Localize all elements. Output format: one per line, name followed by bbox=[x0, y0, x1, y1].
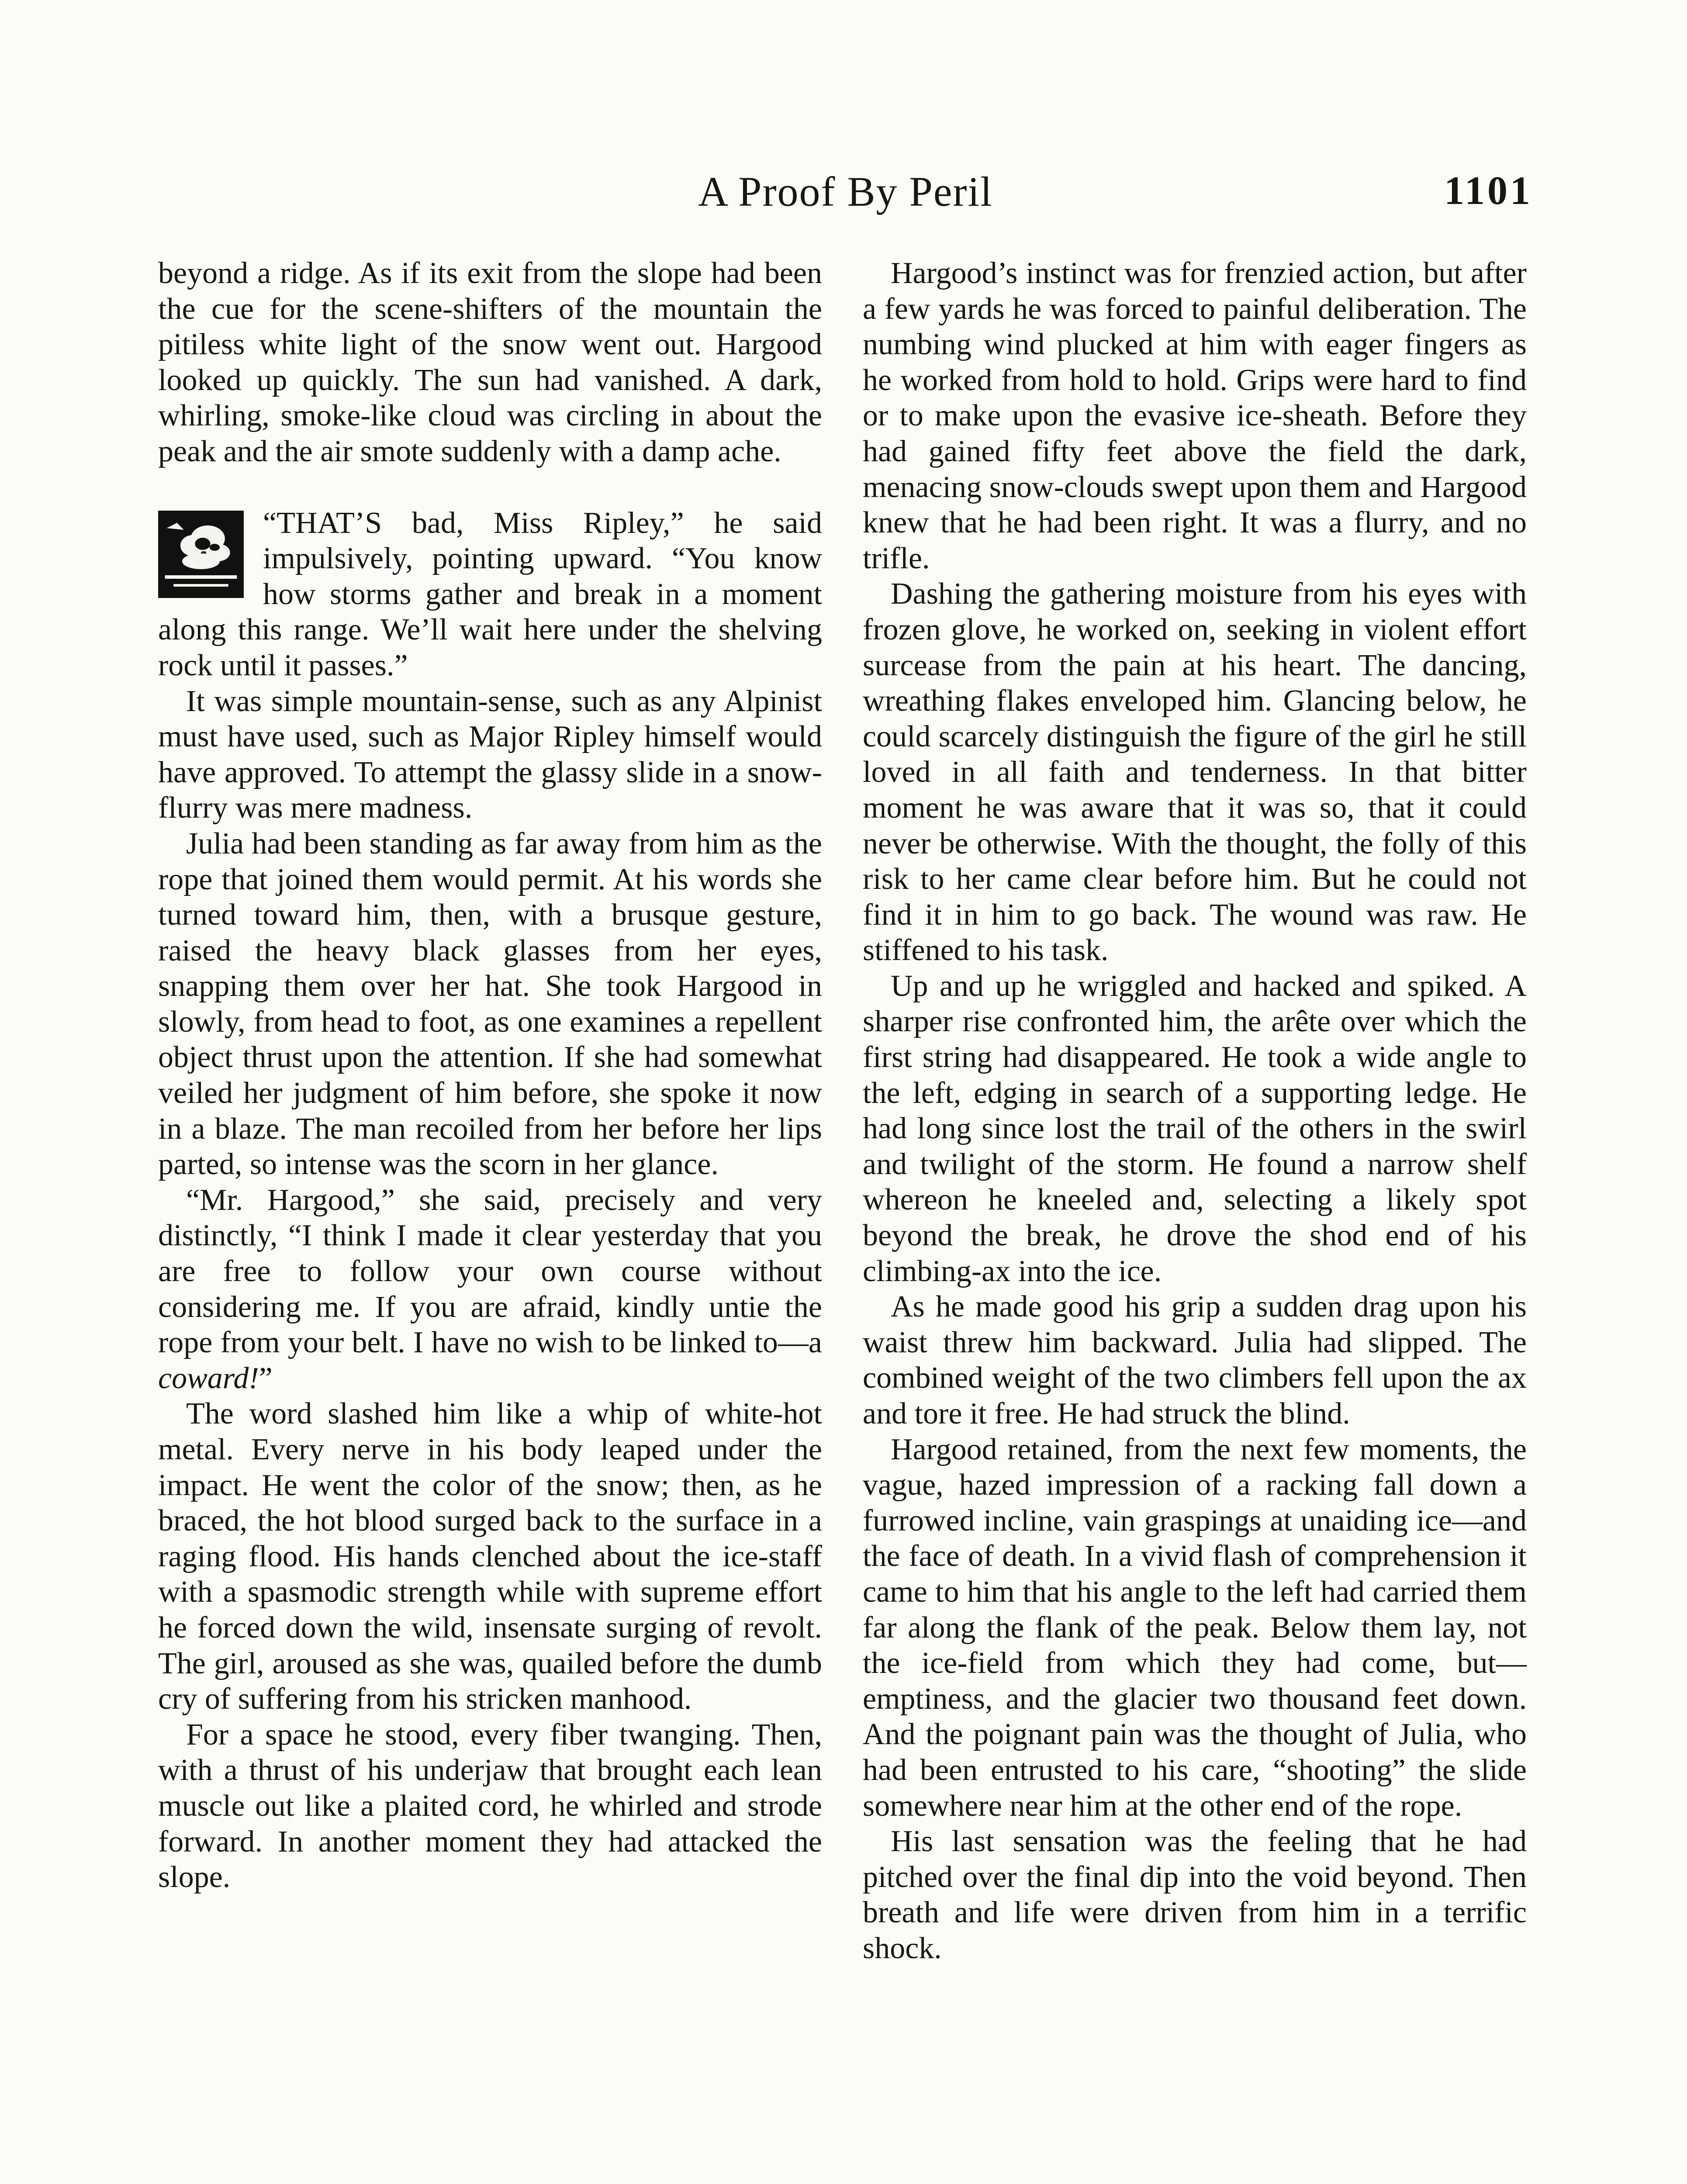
decorative-dropcap-ornament-icon bbox=[158, 511, 244, 598]
paragraph: It was simple mountain-sense, such as any Alpinist must have used, such as Major Ripley himself would have approved. To attempt the glassy slide in a snow-flurry was mere madness. bbox=[158, 684, 822, 825]
paragraph: Hargood’s instinct was for frenzied action, but after a few yards he was forced to painful deliberation. The numbing wind plucked at him with eager fingers as he worked from hold to hold. Grips were hard to find or to make upon the evasive ice-sheath. Before they had gained fifty feet above the field the dark, menacing snow-clouds swept upon them and Hargood knew that he had been right. It was a flurry, and no trifle. bbox=[863, 256, 1527, 575]
closing-quote: ” bbox=[259, 1361, 273, 1395]
paragraph: For a space he stood, every fiber twanging. Then, with a thrust of his underjaw that brought each lean muscle out like a plaited cord, he whirled and strode forward. In another moment they had attacked the slope. bbox=[158, 1717, 822, 1894]
page-header bbox=[158, 167, 1533, 220]
page-number: 1101 bbox=[1444, 168, 1533, 213]
paragraph: Julia had been standing as far away from him as the rope that joined them would permit. At his words she turned toward him, then, with a brusque gesture, raised the heavy black glasses from her eyes, snapping them over her hat. She took Hargood in slowly, from head to foot, as one examines a repellent object thrust upon the attention. If she had somewhat veiled her judgment of him before, she spoke it now in a blaze. The man recoiled from her before her lips parted, so intense was the scorn in her glance. bbox=[158, 826, 822, 1182]
paragraph bbox=[158, 1182, 822, 1396]
paragraph: Up and up he wriggled and hacked and spiked. A sharper rise confronted him, the arête over which the first string had disappeared. He took a wide angle to the left, edging in search of a supporting ledge. He had long since lost the trail of the others in the swirl and twilight of the storm. He found a narrow shelf whereon he kneeled and, selecting a likely spot beyond the break, he drove the shod end of his climbing-ax into the ice. bbox=[863, 969, 1527, 1288]
paragraph-text: “Mr. Hargood,” she said, precisely and very distinctly, “I think I made it clear yesterday that you are free to follow your own course without considering me. If you are afraid, kindly untie the rope from your belt. I have no wish to be linked to—a bbox=[158, 1183, 822, 1360]
paragraph: Dashing the gathering moisture from his eyes with frozen glove, he worked on, seeking in violent effort surcease from the pain at his heart. The dancing, wreathing flakes enveloped him. Glancing below, he could scarcely distinguish the figure of the girl he still loved in all faith and tenderness. In that bitter moment he was aware that it was so, that it could never be otherwise. With the thought, the folly of this risk to her came clear before him. But he could not find it in him to go back. The wound was raw. He stiffened to his task. bbox=[863, 577, 1527, 968]
left-column bbox=[158, 256, 822, 1895]
running-title: A Proof By Peril bbox=[698, 168, 993, 215]
paragraph: As he made good his grip a sudden drag upon his waist threw him backward. Julia had slipped. The combined weight of the two climbers fell upon the ax and tore it free. He had struck the blind. bbox=[863, 1290, 1527, 1431]
paragraph: beyond a ridge. As if its exit from the slope had been the cue for the scene-shifters of the mountain the pitiless white light of the snow went out. Hargood looked up quickly. The sun had vanished. A dark, whirling, smoke-like cloud was circling in about the peak and the air smote suddenly with a damp ache. bbox=[158, 256, 822, 468]
paragraph: Hargood retained, from the next few moments, the vague, hazed impression of a racking fall down a furrowed incline, vain graspings at unaiding ice—and the face of death. In a vivid flash of comprehension it came to him that his angle to the left had carried them far along the flank of the peak. Below them lay, not the ice-field from which they had come, but—emptiness, and the glacier two thousand feet down. And the poignant pain was the thought of Julia, who had been entrusted to his care, “shooting” the slide somewhere near him at the other end of the rope. bbox=[863, 1432, 1527, 1823]
paragraph: “THAT’S bad, Miss Ripley,” he said impulsively, pointing upward. “You know how storms gather and break in a moment along this range. We’ll wait here under the shelving rock until it passes.” bbox=[158, 506, 822, 682]
coward-word: coward! bbox=[158, 1361, 259, 1395]
paragraph: The word slashed him like a whip of white-hot metal. Every nerve in his body leaped under the impact. He went the color of the snow; then, as he braced, the hot blood surged back to the surface in a raging flood. His hands clenched about the ice-staff with a spasmodic strength while with supreme effort he forced down the wild, insensate surging of revolt. The girl, aroused as she was, quailed before the dumb cry of suffering from his stricken manhood. bbox=[158, 1397, 822, 1716]
right-column bbox=[863, 256, 1527, 1966]
paragraph: His last sensation was the feeling that he had pitched over the final dip into the void beyond. Then breath and life were driven from him in a terrific shock. bbox=[863, 1825, 1527, 1965]
